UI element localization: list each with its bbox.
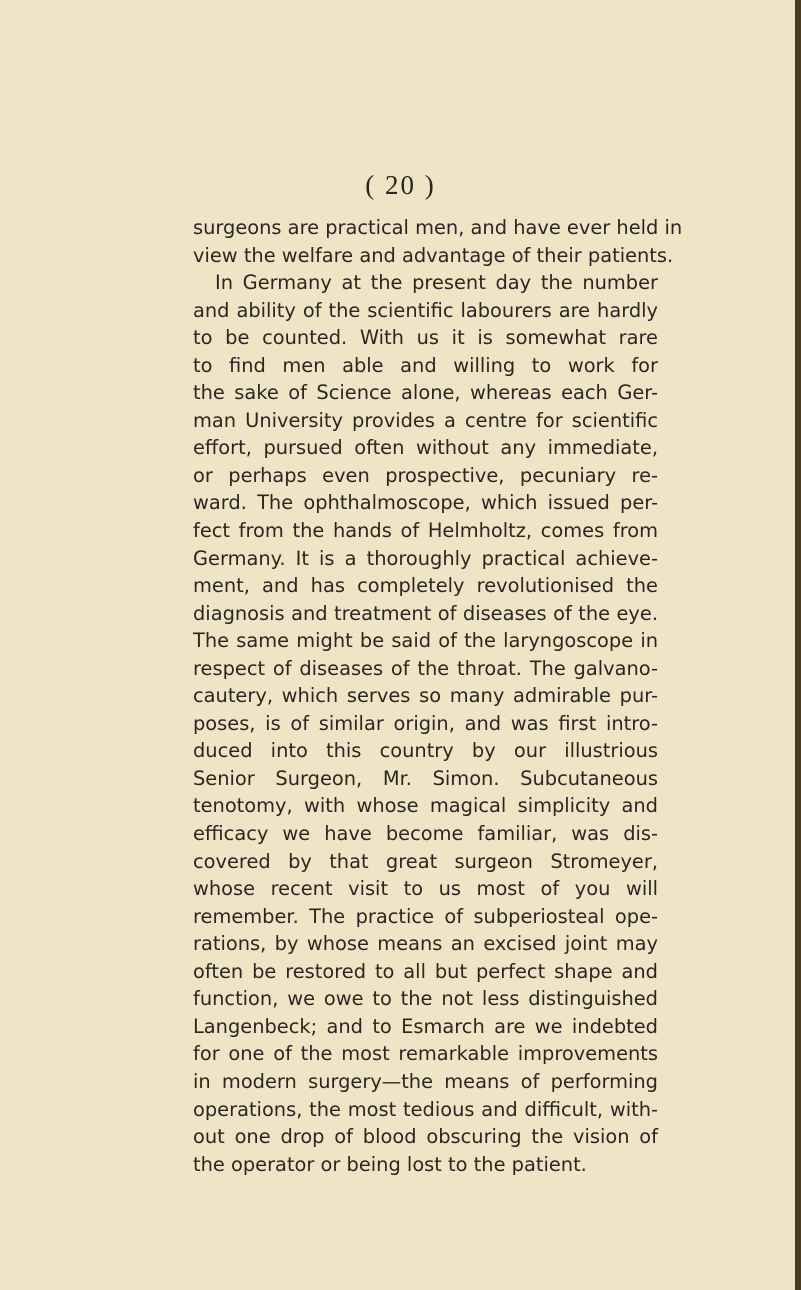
text-line: ward. The ophthalmoscope, which issued per- xyxy=(193,491,658,515)
text-line: remember. The practice of subperiosteal ope- xyxy=(193,904,658,928)
text-line: fect from the hands of Helmholtz, comes from xyxy=(193,519,658,543)
text-line: covered by that great surgeon Stromeyer, xyxy=(193,849,658,873)
page-number: ( 20 ) xyxy=(365,170,436,200)
text-line: surgeons are practical men, and have ever held in xyxy=(193,216,683,239)
text-line: to be counted. With us it is somewhat rare xyxy=(193,326,658,350)
text-line: effort, pursued often without any immediate, xyxy=(193,436,658,460)
text-line: in modern surgery—the means of performing xyxy=(193,1069,658,1093)
text-line: the sake of Science alone, whereas each Ger- xyxy=(193,381,658,405)
text-line: Senior Surgeon, Mr. Simon. Subcutaneous xyxy=(193,766,658,790)
text-line: respect of diseases of the throat. The galvano- xyxy=(193,656,658,680)
text-line: Langenbeck; and to Esmarch are we indebted xyxy=(193,1014,658,1038)
text-line: to find men able and willing to work for xyxy=(193,353,658,377)
text-line: for one of the most remarkable improvements xyxy=(193,1042,658,1066)
text-line: and ability of the scientific labourers are hardly xyxy=(193,298,658,322)
text-line: out one drop of blood obscuring the vision of xyxy=(193,1125,658,1149)
text-line: or perhaps even prospective, pecuniary re- xyxy=(193,463,658,487)
body-text xyxy=(193,214,683,1178)
text-line: cautery, which serves so many admirable pur- xyxy=(193,684,658,708)
text-line: man University provides a centre for scientific xyxy=(193,408,658,432)
text-line: Germany. It is a thoroughly practical achieve- xyxy=(193,546,658,570)
text-line: rations, by whose means an excised joint may xyxy=(193,932,658,956)
text-line: ment, and has completely revolutionised the xyxy=(193,574,658,598)
text-line: The same might be said of the laryngoscope in xyxy=(193,629,658,653)
text-line: function, we owe to the not less distinguished xyxy=(193,987,658,1011)
text-line: tenotomy, with whose magical simplicity and xyxy=(193,794,658,818)
text-line: efficacy we have become familiar, was dis- xyxy=(193,822,658,846)
text-line: In Germany at the present day the number xyxy=(215,271,658,295)
text-line: whose recent visit to us most of you will xyxy=(193,877,658,901)
text-line: often be restored to all but perfect shape and xyxy=(193,959,658,983)
text-line: the operator or being lost to the patient. xyxy=(193,1152,587,1176)
text-line: poses, is of similar origin, and was first intro- xyxy=(193,711,658,735)
text-line: operations, the most tedious and difficult, with- xyxy=(193,1097,658,1121)
text-line: view the welfare and advantage of their patients. xyxy=(193,243,674,267)
text-line: diagnosis and treatment of diseases of the eye. xyxy=(193,601,658,625)
text-line: duced into this country by our illustrious xyxy=(193,739,658,763)
